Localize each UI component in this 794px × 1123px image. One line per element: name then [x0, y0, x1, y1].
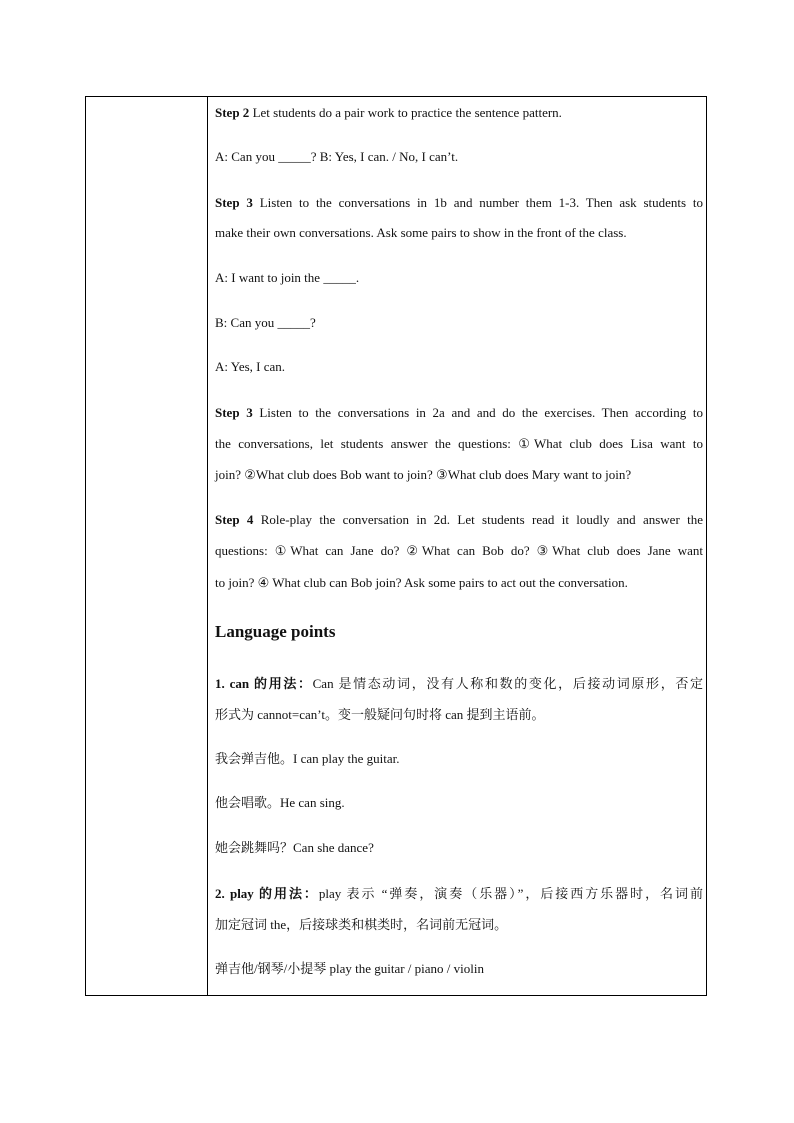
- point-text: play 表示 “弹奏，演奏（乐器）”，后接西方乐器时，名词前: [318, 886, 703, 901]
- step2-dialog: A: Can you _____? B: Yes, I can. / No, I can’t.: [215, 149, 459, 164]
- point-text: Can 是情态动词，没有人称和数的变化，后接动词原形，否定: [312, 676, 703, 691]
- step4-line2: questions: ①What can Jane do? ②What can Bob do? ③What club does Jane want: [215, 543, 703, 558]
- step3b-line2: the conversations, let students answer the questions: ①What club does Lisa want to: [215, 436, 703, 451]
- point1-line1: [215, 675, 703, 693]
- step-text: Listen to the conversations in 1b and number them 1-3. Then ask students to: [252, 195, 704, 210]
- step-label: Step 3: [215, 195, 253, 210]
- point-label: 1. can 的用法：: [215, 676, 313, 691]
- point2-example1: 弹吉他/钢琴/小提琴 play the guitar / piano / violin: [215, 961, 485, 976]
- language-points-heading: Language points: [215, 622, 336, 641]
- step3-dialog1: A: I want to join the _____.: [215, 270, 360, 285]
- step2-line: [215, 104, 703, 122]
- point2-line2: 加定冠词 the，后接球类和棋类时，名词前无冠词。: [215, 917, 508, 932]
- step3b-line3: join? ②What club does Bob want to join? ③What club does Mary want to join?: [215, 467, 632, 482]
- step-text: Let students do a pair work to practice the sentence pattern.: [249, 105, 562, 120]
- point1-line2: 形式为 cannot=can’t。变一般疑问句时将 can 提到主语前。: [215, 707, 545, 722]
- point1-example2: 他会唱歌。He can sing.: [215, 795, 345, 810]
- step3-line1: [215, 194, 703, 212]
- column-divider: [207, 97, 208, 995]
- step3-dialog2: B: Can you _____?: [215, 315, 316, 330]
- point-label: 2. play 的用法：: [215, 886, 319, 901]
- point1-example1: 我会弹吉他。I can play the guitar.: [215, 751, 400, 766]
- step4-line1: [215, 511, 703, 529]
- step-label: Step 3: [215, 405, 253, 420]
- step3-dialog3: A: Yes, I can.: [215, 359, 286, 374]
- step3-line2: make their own conversations. Ask some pairs to show in the front of the class.: [215, 225, 627, 240]
- point2-line1: [215, 885, 703, 903]
- step4-line3: to join? ④ What club can Bob join? Ask some pairs to act out the conversation.: [215, 575, 628, 590]
- step-text: Listen to the conversations in 2a and and do the exercises. Then according to: [252, 405, 704, 420]
- lesson-table: [85, 96, 707, 996]
- step-label: Step 2: [215, 105, 250, 120]
- point1-example3: 她会跳舞吗？Can she dance?: [215, 840, 374, 855]
- step3b-line1: [215, 404, 703, 422]
- step-text: Role-play the conversation in 2d. Let students read it loudly and answer the: [253, 512, 703, 527]
- step-label: Step 4: [215, 512, 254, 527]
